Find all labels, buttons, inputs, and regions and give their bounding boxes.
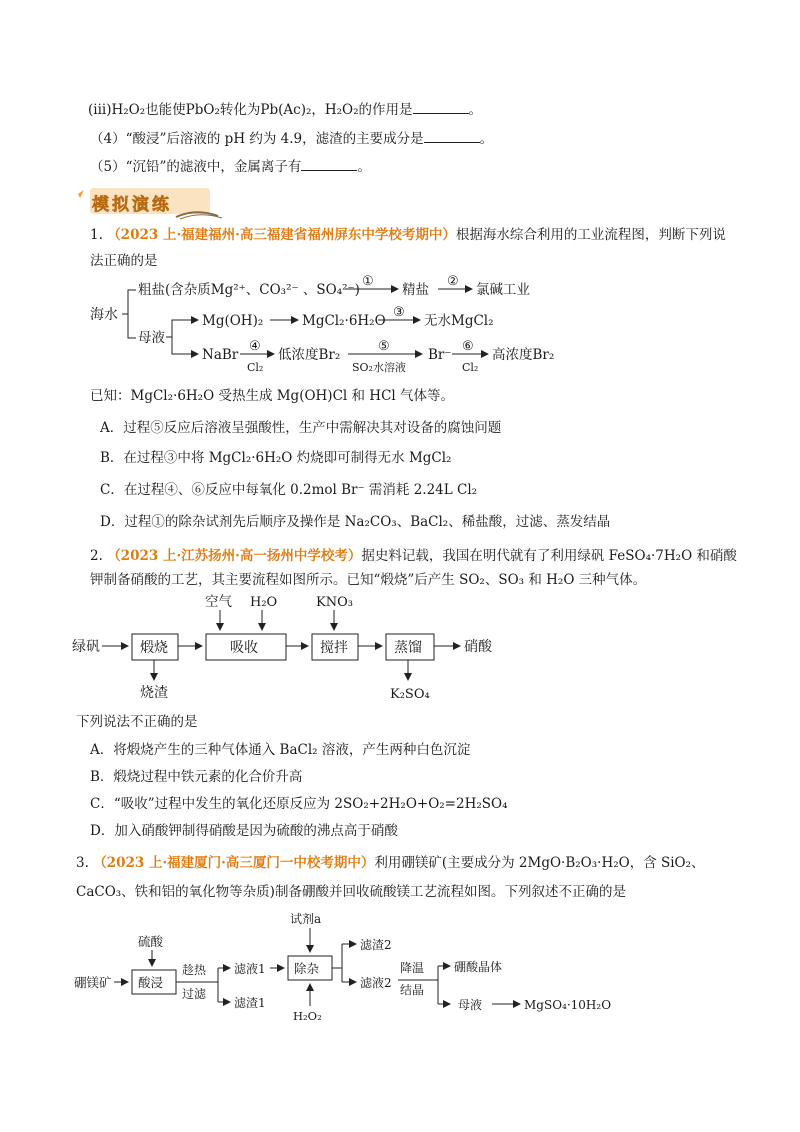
flow-chlor-alkali: 氯碱工业 (476, 282, 530, 298)
problem-1-stem-line2: 法正确的是 (90, 253, 158, 269)
svg-text:煅烧: 煅烧 (140, 640, 168, 656)
svg-text:烧渣: 烧渣 (140, 685, 168, 701)
problem-1-known: 已知：MgCl₂·6H₂O 受热生成 Mg(OH)Cl 和 HCl 气体等。 (90, 388, 455, 404)
problem-2-source: （2023 上·江苏扬州·高一扬州中学校考） (107, 548, 362, 564)
problem-3-flowchart (0, 908, 800, 1020)
svg-text:②: ② (447, 274, 459, 289)
question-5: （5）“沉铅”的滤液中，金属离子有 。 (90, 159, 371, 175)
answer-blank (413, 100, 469, 114)
flow-seawater: 海水 (90, 307, 118, 323)
answer-blank (301, 157, 357, 171)
svg-text:MgCl₂·6H₂O: MgCl₂·6H₂O (302, 313, 386, 329)
svg-text:K₂SO₄: K₂SO₄ (390, 687, 430, 702)
question-4: （4）“酸浸”后溶液的 pH 约为 4.9，滤渣的主要成分是 。 (90, 131, 494, 147)
svg-text:硝酸: 硝酸 (464, 639, 492, 655)
svg-text:⑤: ⑤ (378, 339, 390, 354)
problem-1-source: （2023 上·福建福州·高三福建省福州屏东中学校考期中） (107, 227, 456, 243)
svg-text:结晶: 结晶 (400, 983, 425, 997)
svg-text:Cl₂: Cl₂ (462, 361, 479, 374)
svg-text:Cl₂: Cl₂ (247, 361, 264, 374)
problem-2-option-d: D．加入硝酸钾制得硝酸是因为硫酸的沸点高于硝酸 (90, 823, 398, 839)
svg-text:KNO₃: KNO₃ (316, 595, 353, 610)
svg-text:Mg(OH)₂: Mg(OH)₂ (202, 313, 264, 329)
problem-1-stem-line1: 1. （2023 上·福建福州·高三福建省福州屏东中学校考期中）根据海水综合利用的工业流程图，判断下列说 (90, 227, 726, 243)
problem-2-option-c: C．“吸收”过程中发生的氧化还原反应为 2SO₂+2H₂O+O₂=2H₂SO₄ (90, 796, 508, 812)
problem-1-option-b: B．在过程③中将 MgCl₂·6H₂O 灼烧即可制得无水 MgCl₂ (100, 450, 452, 466)
svg-text:搅拌: 搅拌 (320, 640, 348, 656)
svg-text:绿矾: 绿矾 (72, 639, 100, 655)
svg-text:Br⁻: Br⁻ (428, 347, 452, 363)
svg-text:①: ① (362, 274, 374, 289)
svg-text:母液: 母液 (458, 998, 483, 1012)
svg-text:③: ③ (393, 305, 405, 320)
question-3-iii: (iii)H₂O₂也能使PbO₂转化为Pb(Ac)₂，H₂O₂的作用是 。 (88, 102, 483, 118)
svg-text:除杂: 除杂 (294, 961, 320, 976)
svg-text:滤液1: 滤液1 (234, 962, 266, 976)
problem-3-source: （2023 上·福建厦门·高三厦门一中校考期中） (93, 855, 375, 871)
svg-text:吸收: 吸收 (230, 640, 258, 656)
svg-text:H₂O: H₂O (250, 595, 278, 610)
problem-2-question: 下列说法不正确的是 (76, 714, 198, 730)
svg-text:硼酸晶体: 硼酸晶体 (454, 960, 503, 974)
svg-text:蒸馏: 蒸馏 (394, 640, 422, 656)
problem-2-stem-line2: 钾制备硝酸的工艺，其主要流程如图所示。已知“煅烧”后产生 SO₂、SO₃ 和 H₂O 三种气体。 (90, 572, 647, 588)
svg-text:MgSO₄·10H₂O: MgSO₄·10H₂O (524, 998, 612, 1012)
svg-text:过滤: 过滤 (182, 987, 207, 1001)
svg-text:SO₂水溶液: SO₂水溶液 (352, 361, 406, 374)
answer-blank (424, 129, 480, 143)
svg-text:硼镁矿: 硼镁矿 (74, 975, 112, 990)
flow-mother-liquor: 母液 (138, 330, 165, 346)
problem-2-option-b: B．煅烧过程中铁元素的化合价升高 (90, 769, 303, 785)
problem-1-option-c: C．在过程④、⑥反应中每氧化 0.2mol Br⁻ 需消耗 2.24L Cl₂ (100, 482, 478, 498)
svg-text:⑥: ⑥ (462, 339, 474, 354)
svg-text:滤渣1: 滤渣1 (234, 996, 266, 1010)
svg-text:无水MgCl₂: 无水MgCl₂ (424, 313, 494, 329)
problem-3-stem-line1: 3. （2023 上·福建厦门·高三厦门一中校考期中）利用硼镁矿(主要成分为 2MgO·B₂O₃·H₂O，含 SiO₂、 (76, 855, 705, 871)
svg-text:NaBr: NaBr (202, 347, 239, 363)
svg-text:低浓度Br₂: 低浓度Br₂ (278, 347, 341, 363)
problem-2-stem-line1: 2. （2023 上·江苏扬州·高一扬州中学校考）据史料记载，我国在明代就有了利用绿矾 FeSO₄·7H₂O 和硝酸 (90, 548, 737, 564)
svg-text:趁热: 趁热 (182, 963, 207, 977)
svg-text:H₂O₂: H₂O₂ (293, 1009, 322, 1020)
svg-text:滤渣2: 滤渣2 (360, 938, 392, 952)
svg-text:④: ④ (249, 339, 261, 354)
svg-text:降温: 降温 (400, 961, 425, 975)
svg-text:空气: 空气 (205, 594, 232, 610)
svg-text:酸浸: 酸浸 (138, 975, 164, 990)
problem-2-flowchart (0, 590, 800, 708)
svg-text:硫酸: 硫酸 (138, 934, 164, 949)
problem-1-option-d: D．过程①的除杂试剂先后顺序及操作是 Na₂CO₃、BaCl₂、稀盐酸，过滤、蒸发结晶 (100, 514, 611, 530)
problem-2-option-a: A．将煅烧产生的三种气体通入 BaCl₂ 溶液，产生两种白色沉淀 (90, 742, 471, 758)
flow-crude-salt: 粗盐(含杂质Mg²⁺、CO₃²⁻ 、SO₄²⁻) (138, 282, 360, 298)
problem-1-flowchart (0, 270, 800, 380)
problem-1-option-a: A．过程⑤反应后溶液呈强酸性，生产中需解决其对设备的腐蚀问题 (100, 420, 502, 436)
svg-text:高浓度Br₂: 高浓度Br₂ (492, 347, 555, 363)
flow-refined-salt: 精盐 (402, 282, 429, 298)
svg-text:试剂a: 试剂a (290, 912, 322, 926)
section-banner-title: 模拟演练 (92, 195, 172, 215)
problem-3-stem-line2: CaCO₃、铁和铝的氧化物等杂质)制备硼酸并回收硫酸镁工艺流程如图。下列叙述不正确的是 (76, 884, 626, 900)
svg-text:滤液2: 滤液2 (360, 976, 392, 990)
